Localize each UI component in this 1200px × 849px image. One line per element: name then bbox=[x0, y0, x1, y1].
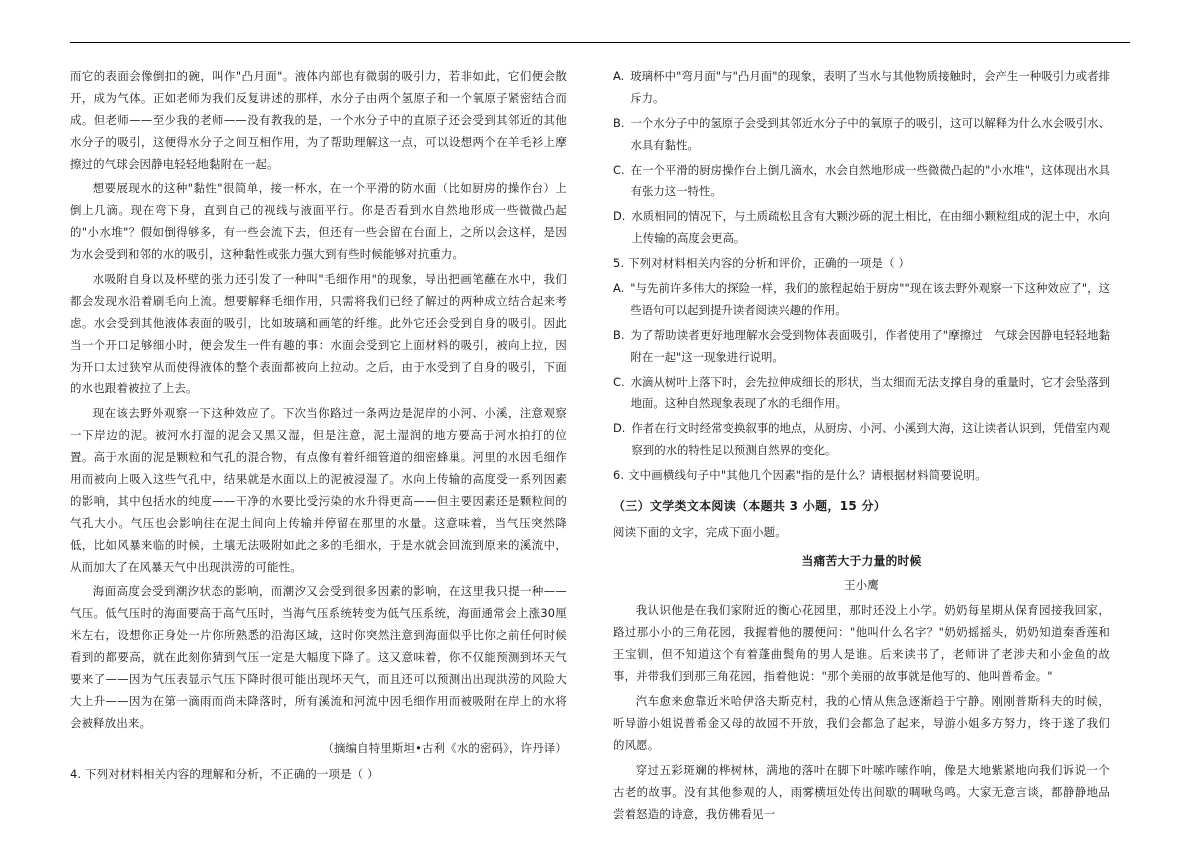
option-label: D. bbox=[613, 421, 626, 436]
option-text: 水滴从树叶上落下时，会先拉伸成细长的形状，当太细而无法支撑自身的重量时，它才会坠落到地面。这种自然现象表现了水的毛细作用。 bbox=[630, 374, 1110, 411]
section-lead-in: 阅读下面的文字，完成下面小题。 bbox=[613, 525, 787, 540]
paragraph: 现在该去野外观察一下这种效应了。下次当你路过一条两边是泥岸的小河、小溪，注意观察一下岸边的泥。被河水打湿的泥会又黑又湿，但是注意，泥土湿润的地方要高于河水拍打的位置。高于水面的泥是颗粒和气孔的混合物，有点像有着纤细管道的细密蜂巢。河里的水因毛细作用而被向上吸入这些气孔中，结果就是水面以上的泥被浸湿了。水向上传输的高度受一系列因素的影响，其中包括水的纯度——干净的水要比受污染的水升得更高——但主要因素还是颗粒间的气孔大小。气压也会影响往在泥土间向上传输并停留在那里的水量。这意味着，当气压突然降低，比如风暴来临的时候，土壤无法吸附如此之多的毛细水，于是水就会回流到原来的溪流中，从而加大了在风暴天气中出现洪涝的可能性。 bbox=[70, 406, 567, 574]
option-label: D. bbox=[613, 209, 626, 224]
question-5-option-a bbox=[613, 278, 1110, 322]
option-label: A. bbox=[613, 69, 625, 83]
paragraph: 水吸附自身以及杯壁的张力还引发了一种叫"毛细作用"的现象，导出把画笔蘸在水中，我们都会发现水沿着刷毛向上流。想要解释毛细作用，只需将我们已经了解过的两种成立结合起来考虑。水会受到其他液体表面的吸引，比如玻璃和画笔的纤维。此外它还会受到自身的吸引。因此当一个开口足够细小时，便会发生一件有趣的事：水面会受到它上面材料的吸引，被向上拉，因为开口太过狭窄从而使得液体的整个表面都被向上拉动。之后，由于水受到了自身的吸引，下面的水也跟着被拉了上去。 bbox=[70, 272, 567, 396]
article-paragraph: 我认识他是在我们家附近的衡心花园里，那时还没上小学。奶奶每星期从保育园接我回家，路过那小小的三角花园，我握着他的腰便问："他叫什么名字？"奶奶摇摇头，奶奶知道秦香莲和王宝钏，但不知道这个有着蓬曲鬓角的男人是谁。后来读书了，老师讲了老涉夫和小金鱼的故事，并带我们到那三角花园，指着他说："那个美丽的故事就是他写的、他叫普希金。" bbox=[613, 603, 1110, 684]
paragraph: 而它的表面会像倒扣的碗，叫作"凸月面"。液体内部也有微弱的吸引力，若非如此，它们便会散开，成为气体。正如老师为我们反复讲述的那样，水分子由两个氢原子和一个氧原子紧密结合而成。但老师——至少我的老师——没有教我的是，一个水分子中的直原子还会受到其邻近的其他水分子的吸引，这便得水分子之间互相作用，为了帮助理解这一点，可以设想两个在羊毛衫上摩擦过的气球会因静电轻轻地黏附在一起。 bbox=[70, 69, 567, 171]
two-column-body bbox=[70, 66, 1130, 828]
paragraph: 海面高度会受到潮汐状态的影响，而潮汐又会受到很多因素的影响，在这里我只提一种——气压。低气压时的海面要高于高气压时，当海气压系统转变为低气压系统，海面通常会上涨30厘米左右，设想你正身处一片你所熟悉的沿海区域，这时你突然注意到海面似乎比你之前任何时候看到的都要高，就在此刻你猜到气压一定是大幅度下降了。这又意味着，你不仅能预测到坏天气要来了——因为气压表显示气压下降时很可能出现坏天气，而且还可以预测出出现洪涝的风险大大上升——因为在第一滴雨而尚未降落时，所有溪流和河流中因毛细作用而被吸附在岸上的水将会被释放出来。 bbox=[70, 584, 567, 730]
option-text: 在一个平滑的厨房操作台上倒几滴水，水会自然地形成一些微微凸起的"小水堆"，这体现出水具有张力这一特性。 bbox=[630, 162, 1110, 199]
option-text: 水质相同的情况下，与土质疏松且含有大颗沙砾的泥土相比，在由细小颗粒组成的泥土中，水向上传输的高度会更高。 bbox=[631, 209, 1110, 246]
option-label: A. bbox=[613, 281, 625, 296]
left-column bbox=[70, 66, 567, 828]
option-text: "与先前许多伟大的探险一样，我们的旅程起始于厨房""现在该去野外观察一下这种效应了"，这些语句可以起到提升读者阅读兴趣的作用。 bbox=[630, 281, 1110, 317]
option-text: 一个水分子中的氢原子会受到其邻近水分子中的氧原子的吸引，这可以解释为什么水会吸引水、水具有黏性。 bbox=[630, 115, 1110, 152]
question-4-option-d bbox=[613, 206, 1110, 250]
question-4-option-a bbox=[613, 66, 1110, 110]
option-label: C. bbox=[613, 162, 625, 177]
article-title: 当痛苦大于力量的时候 bbox=[801, 553, 922, 568]
header-divider-rule bbox=[70, 42, 1130, 43]
section-heading: （三）文学类文本阅读（本题共 3 小题，15 分） bbox=[613, 499, 887, 514]
article-paragraph: 汽车愈来愈靠近米哈伊洛夫斯克村，我的心情从焦急逐渐趋于宁静。刚刚普斯科夫的时候，听导游小姐说普希金又母的故园不开放，我们会都急了起来，导游小姐多方努力，终于遂了我们的风愿。 bbox=[613, 694, 1110, 752]
question-4-stem: 4. 下列对材料相关内容的理解和分析，不正确的一项是（ ） bbox=[70, 766, 379, 781]
question-6-stem: 6. 文中画横线句子中"其他几个因素"指的是什么？请根据材料简要说明。 bbox=[613, 468, 987, 483]
question-5-option-c bbox=[613, 372, 1110, 416]
right-column bbox=[613, 66, 1110, 828]
question-5-option-d bbox=[613, 418, 1110, 462]
source-attribution: （摘编自特里斯坦•古利《水的密码》，许丹译） bbox=[322, 740, 567, 755]
paragraph: 想要展现水的这种"黏性"很简单，接一杯水，在一个平滑的防水面（比如厨房的操作台）上倒上几滴。现在弯下身，直到自己的视线与液面平行。你是否看到水自然地形成一些微微凸起的"小水堆"？假如倒得够多，有一些会流下去，但还有一些会留在台面上，之所以会这样，是因为水会受到和邻的水的吸引，这种黏性或张力强大到有些时候能够对抗重力。 bbox=[70, 181, 567, 262]
option-text: 玻璃杯中"弯月面"与"凸月面"的现象，表明了当水与其他物质接触时，会产生一种吸引力或者排斥力。 bbox=[630, 69, 1110, 105]
option-text: 作者在行文时经常变换叙事的地点，从厨房、小河、小溪到大海，这让读者认识到，凭借室内观察到的水的特性足以预测自然界的变化。 bbox=[631, 421, 1110, 458]
option-label: B. bbox=[613, 327, 625, 342]
option-label: B. bbox=[613, 115, 625, 130]
question-5-stem: 5. 下列对材料相关内容的分析和评价，正确的一项是（ ） bbox=[613, 256, 911, 271]
article-author: 王小鹰 bbox=[844, 577, 879, 592]
question-5-option-b bbox=[613, 325, 1110, 369]
question-4-option-c bbox=[613, 160, 1110, 204]
article-paragraph: 穿过五彩斑斓的桦树林，满地的落叶在脚下叶嗦咋嗦作响，像是大地紫紧地向我们诉说一个古老的故事。没有其他参观的人，雨雾横垣处传出间歇的啁啾鸟鸣。大家无意言谈，都静静地品尝着怒造的诗意，我仿佛看见一 bbox=[613, 762, 1110, 821]
option-text: 为了帮助读者更好地理解水会受到物体表面吸引，作者使用了"摩擦过 气球会因静电轻轻地黏附在一起"这一现象进行说明。 bbox=[630, 327, 1110, 364]
option-label: C. bbox=[613, 374, 625, 389]
question-4-option-b bbox=[613, 113, 1110, 157]
